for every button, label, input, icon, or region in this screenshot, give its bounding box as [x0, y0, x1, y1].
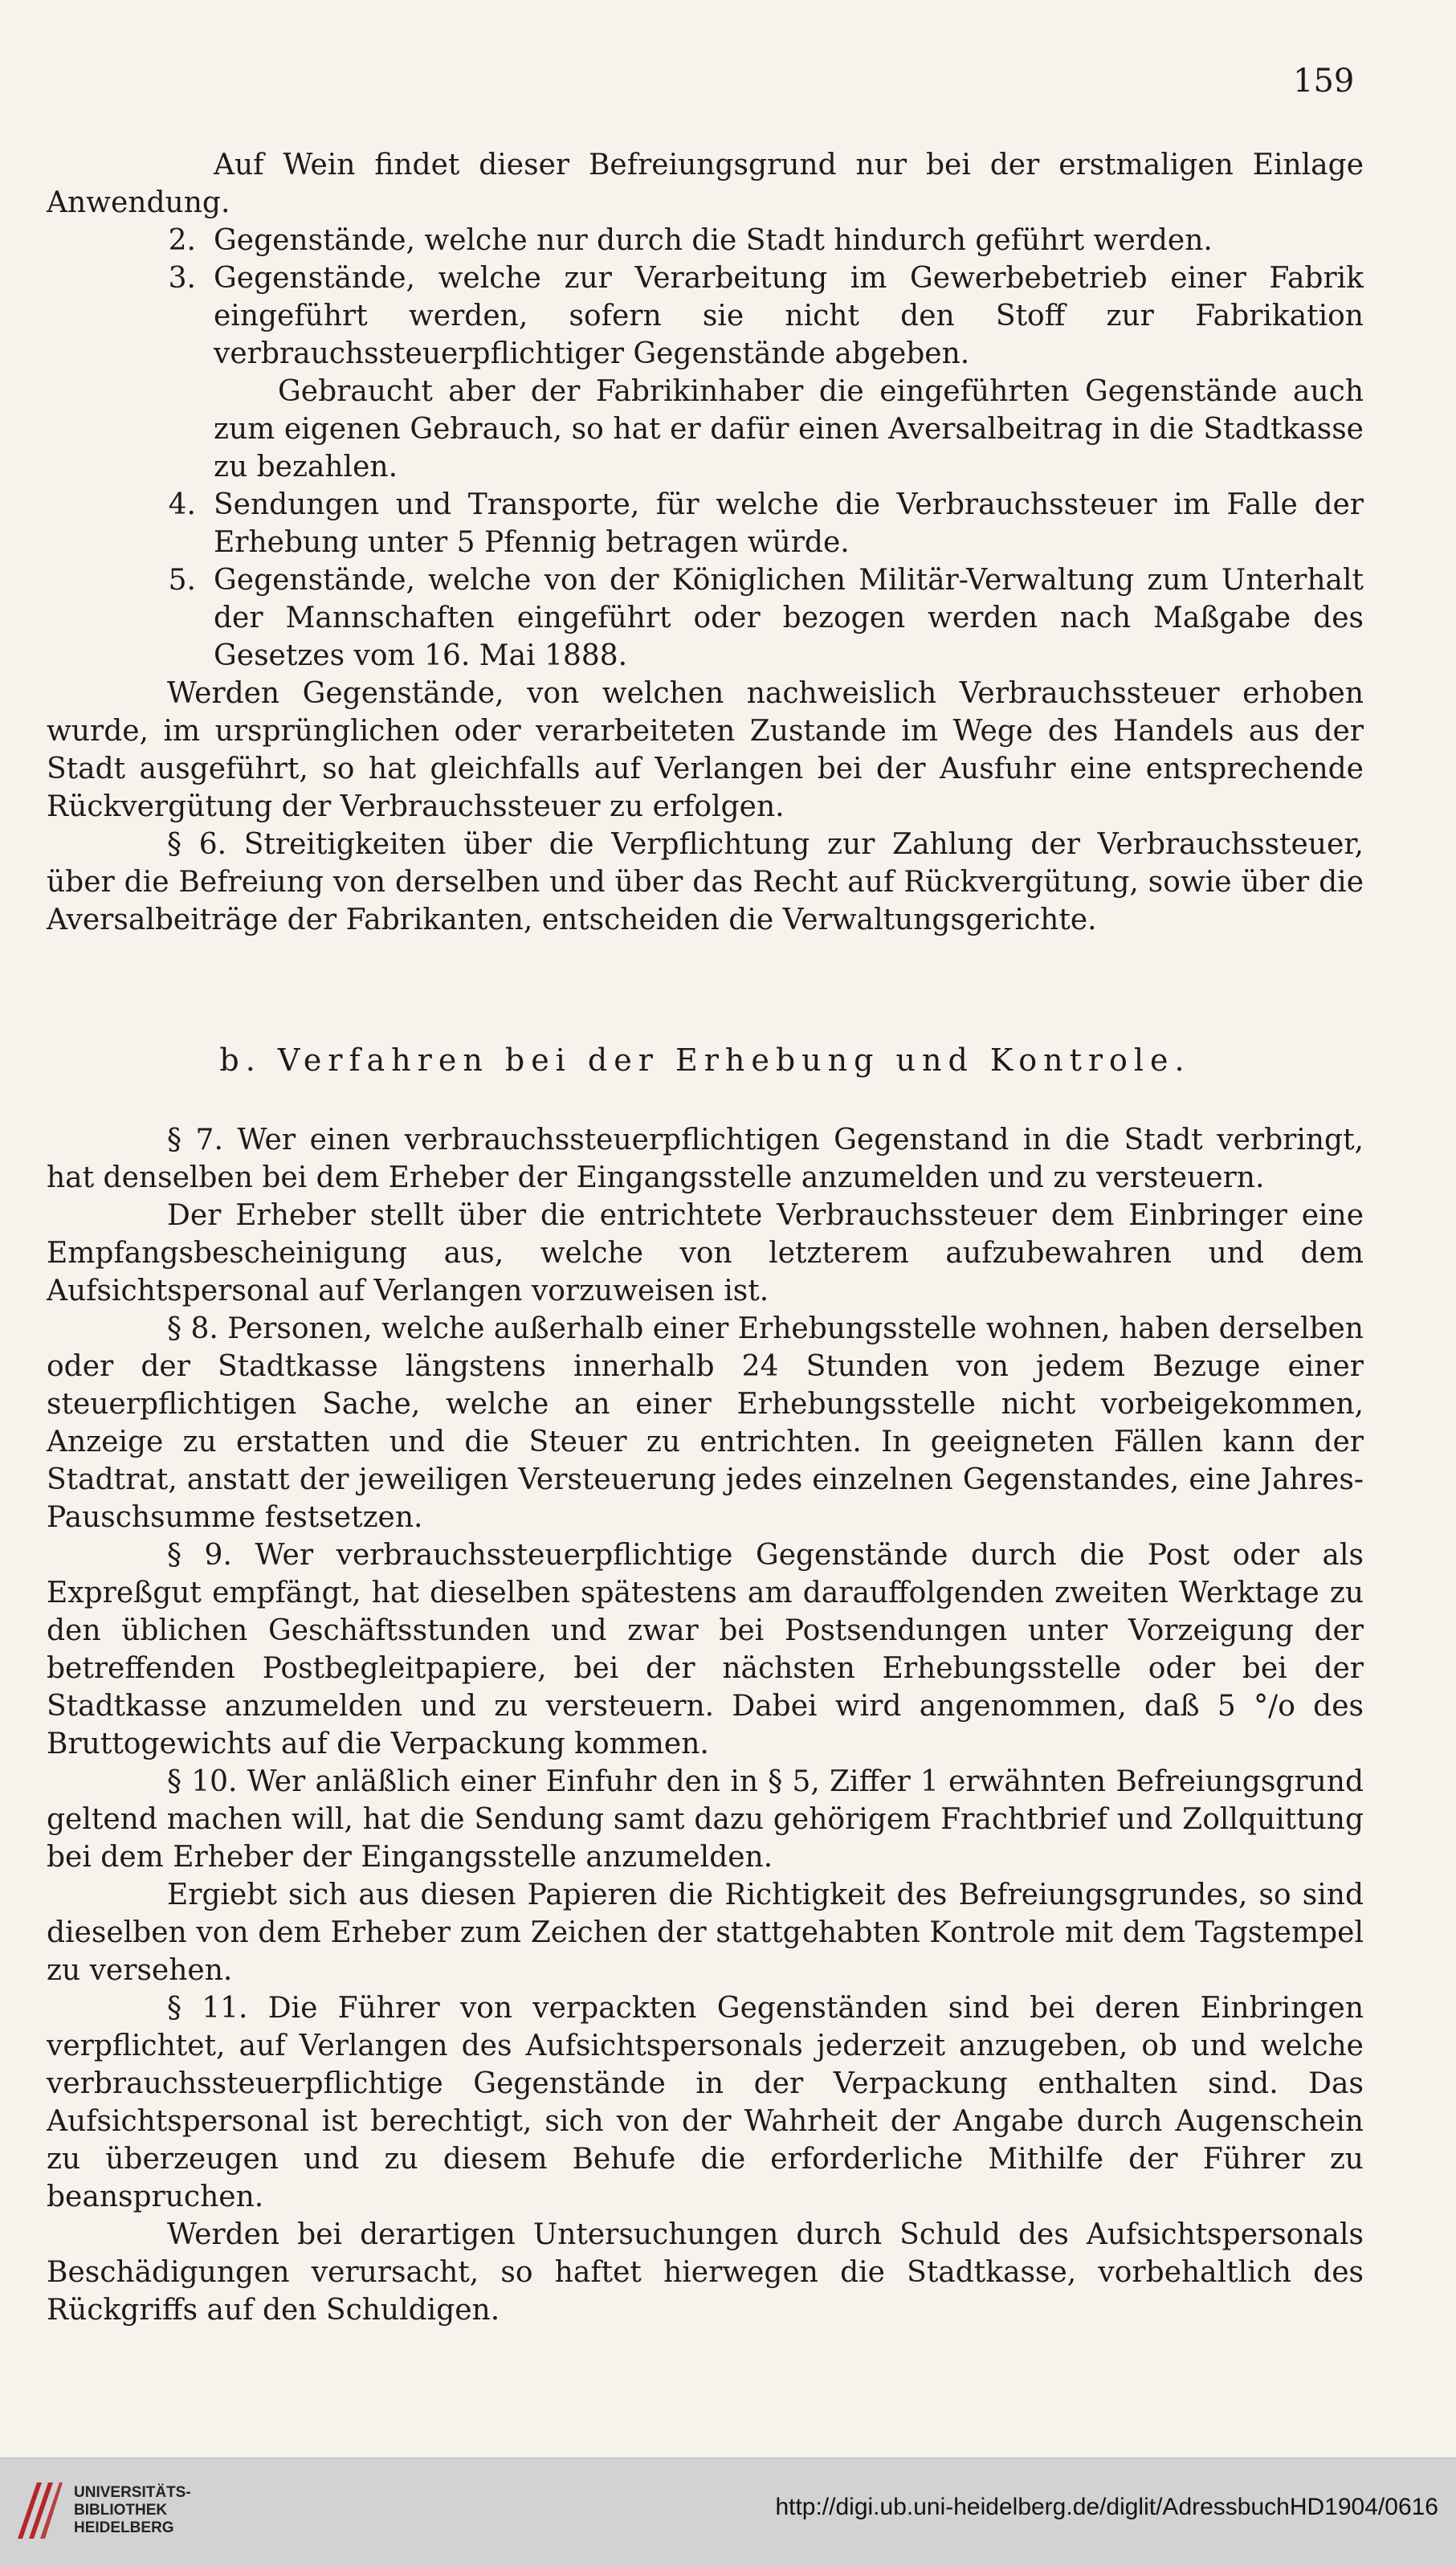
logo-line: UNIVERSITÄTS- [74, 2484, 191, 2501]
paragraph-section-8: § 8. Personen, welche außerhalb einer Erhebungsstelle wohnen, haben derselben oder der Stadtkasse längstens innerhalb 24 Stunden von jedem Bezuge einer steuerpflichtigen Sache, welche an einer Erhebungsstelle nicht vorbeigekommen, Anzeige zu erstatten und die Steuer zu entrichten. In geeigneten Fällen kann der Stadtrat, anstatt der jeweiligen Versteuerung jedes einzelnen Gegenstandes, eine Jahres-Pauschsumme festsetzen. [47, 1312, 1364, 1534]
list-item-number: 2. [168, 224, 196, 257]
viewer-footer [0, 2458, 1456, 2566]
list-item-2 [47, 222, 1364, 259]
list-item-text: Sendungen und Transporte, für welche die Verbrauchssteuer im Falle der Erhebung unter 5 Pfennig betragen würde. [214, 488, 1364, 559]
paragraph-section-7: § 7. Wer einen verbrauchssteuerpflichtigen Gegenstand in die Stadt verbringt, hat denselben bei dem Erheber der Eingangsstelle anzumelden und zu versteuern. [47, 1124, 1364, 1194]
paragraph-section-7-receipt: Der Erheber stellt über die entrichtete Verbrauchssteuer dem Einbringer eine Empfangsbescheinigung aus, welche von letzterem aufzubewahren und dem Aufsichtspersonal auf Verlangen vorzuweisen ist. [47, 1199, 1364, 1307]
library-logo[interactable] [13, 2476, 191, 2545]
list-item-number: 3. [168, 262, 196, 295]
list-item-3 [47, 259, 1364, 373]
list-item-number: 5. [168, 564, 196, 597]
paragraph-section-9: § 9. Wer verbrauchssteuerpflichtige Gegenstände durch die Post oder als Expreßgut empfängt, hat dieselben spätestens am darauffolgenden zweiten Werktage zu den üblichen Geschäftsstunden und zwar bei Postsendungen unter Vorzeigung der betreffenden Postbegleitpapiere, bei der nächsten Erhebungsstelle oder bei der Stadtkasse anzumelden und zu versteuern. Dabei wird angenommen, daß 5 °/o des Bruttogewichts auf die Verpackung kommen. [47, 1539, 1364, 1760]
list-item-text: Gegenstände, welche zur Verarbeitung im Gewerbebetrieb einer Fabrik eingeführt werden, sofern sie nicht den Stoff zur Fabrikation verbrauchssteuerpflichtiger Gegenstände abgeben. [214, 262, 1364, 370]
list-item-5 [47, 561, 1364, 675]
list-item-3-note: Gebraucht aber der Fabrikinhaber die eingeführten Gegenstände auch zum eigenen Gebrauch, so hat er dafür einen Aversalbeitrag in die Stadtkasse zu bezahlen. [214, 375, 1364, 483]
paragraph-export-refund: Werden Gegenstände, von welchen nachweislich Verbrauchssteuer erhoben wurde, im ursprünglichen oder verarbeiteten Zustande im Wege des Handels aus der Stadt ausgeführt, so hat gleichfalls auf Verlangen bei der Ausfuhr eine entsprechende Rückvergütung der Verbrauchssteuer zu erfolgen. [47, 677, 1364, 823]
logo-line: BIBLIOTHEK [74, 2502, 168, 2519]
library-logo-text [74, 2484, 191, 2537]
paragraph-section-11-liability: Werden bei derartigen Untersuchungen durch Schuld des Aufsichtspersonals Beschädigungen verursacht, so haftet hierwegen die Stadtkasse, vorbehaltlich des Rückgriffs auf den Schuldigen. [47, 2218, 1364, 2327]
list-item-text: Gegenstände, welche von der Königlichen Militär-Verwaltung zum Unterhalt der Mannschaften eingeführt oder bezogen werden nach Maßgabe des Gesetzes vom 16. Mai 1888. [214, 564, 1364, 672]
paragraph-section-10: § 10. Wer anläßlich einer Einfuhr den in § 5, Ziffer 1 erwähnten Befreiungsgrund geltend machen will, hat die Sendung samt dazu gehörigem Frachtbrief und Zollquittung bei dem Erheber der Eingangsstelle anzumelden. [47, 1765, 1364, 1874]
list-item-number: 4. [168, 488, 196, 521]
logo-line: HEIDELBERG [74, 2519, 174, 2536]
paragraph-section-10-stamp: Ergiebt sich aus diesen Papieren die Richtigkeit des Befreiungsgrundes, so sind dieselben von dem Erheber zum Zeichen der stattgehabten Kontrole mit dem Tagstempel zu versehen. [47, 1879, 1364, 1987]
paragraph-wine-note: Auf Wein findet dieser Befreiungsgrund nur bei der erstmaligen Einlage Anwendung. [47, 149, 1364, 219]
library-logo-icon [13, 2476, 64, 2545]
list-item-4 [47, 486, 1364, 561]
page-number: 159 [1293, 63, 1355, 100]
permalink-url[interactable]: http://digi.ub.uni-heidelberg.de/diglit/AdressbuchHD1904/0616 [775, 2494, 1438, 2520]
section-b-heading: b. Verfahren bei der Erhebung und Kontrole. [219, 1042, 1191, 1078]
list-item-text: Gegenstände, welche nur durch die Stadt hindurch geführt werden. [214, 224, 1213, 257]
paragraph-section-6: § 6. Streitigkeiten über die Verpflichtung zur Zahlung der Verbrauchssteuer, über die Befreiung von derselben und über das Recht auf Rückvergütung, sowie über die Aversalbeiträge der Fabrikanten, entscheiden die Verwaltungsgerichte. [47, 828, 1364, 936]
paragraph-section-11: § 11. Die Führer von verpackten Gegenständen sind bei deren Einbringen verpflichtet, auf Verlangen des Aufsichtspersonals jederzeit anzugeben, ob und welche verbrauchssteuerpflichtige Gegenstände in der Verpackung enthalten sind. Das Aufsichtspersonal ist berechtigt, sich von der Wahrheit der Angabe durch Augenschein zu überzeugen und zu diesem Behufe die erforderliche Mithilfe der Führer zu beanspruchen. [47, 1992, 1364, 2213]
page-text [47, 146, 1364, 2329]
